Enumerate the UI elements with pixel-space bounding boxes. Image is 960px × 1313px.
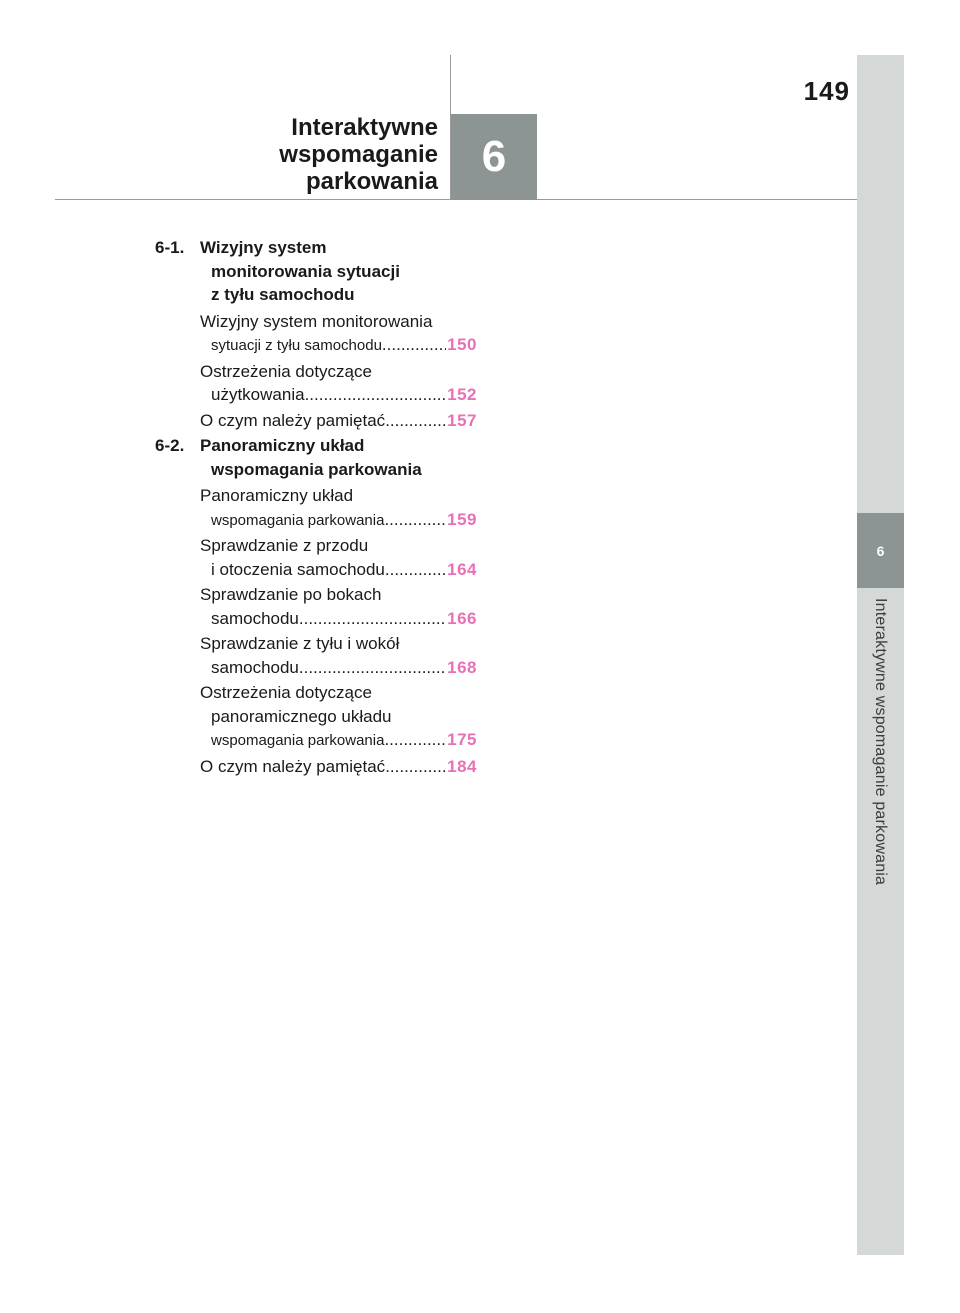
page-reference-link[interactable]: 164 bbox=[447, 559, 477, 579]
entry-last-line bbox=[200, 558, 477, 582]
chapter-title bbox=[279, 114, 438, 195]
section-title bbox=[200, 236, 477, 307]
page-reference-link[interactable]: 152 bbox=[447, 385, 477, 404]
dot-leader bbox=[385, 409, 446, 433]
toc-entry[interactable] bbox=[200, 484, 477, 532]
toc-entry[interactable] bbox=[200, 632, 477, 679]
toc-entry[interactable] bbox=[200, 310, 477, 358]
toc-entry[interactable] bbox=[200, 534, 477, 581]
page-reference-link[interactable]: 166 bbox=[447, 608, 477, 628]
dot-leader bbox=[299, 607, 446, 631]
toc-entry[interactable] bbox=[200, 583, 477, 630]
page-reference-link[interactable]: 184 bbox=[447, 756, 477, 776]
chapter-title-line: parkowania bbox=[305, 168, 438, 195]
toc-entry[interactable] bbox=[200, 360, 477, 407]
entry-text-line: samochodu bbox=[211, 657, 299, 677]
section-title bbox=[200, 434, 477, 481]
sidebar-chapter-label: Interaktywne wspomaganie parkowania bbox=[872, 598, 889, 886]
dot-leader bbox=[385, 558, 446, 582]
sidebar-chapter-tab[interactable]: 6 bbox=[857, 513, 904, 588]
entry-last-line bbox=[200, 409, 477, 433]
section-title-line: z tyłu samochodu bbox=[211, 285, 355, 304]
entry-text-line: Ostrzeżenia dotyczące bbox=[200, 361, 372, 381]
page-number: 149 bbox=[803, 76, 850, 106]
section-title-line: monitorowania sytuacji bbox=[211, 261, 400, 281]
entry-text-line: sytuacji z tyłu samochodu bbox=[211, 337, 382, 354]
chapter-number-box: 6 bbox=[451, 114, 537, 200]
dot-leader bbox=[384, 728, 446, 752]
toc-entry[interactable] bbox=[200, 681, 477, 753]
entry-text-line: wspomagania parkowania bbox=[211, 732, 385, 749]
dot-leader bbox=[299, 656, 446, 680]
section-title-line: Wizyjny system bbox=[200, 238, 327, 257]
dot-leader bbox=[384, 508, 446, 532]
toc-entry[interactable] bbox=[200, 409, 477, 433]
page-reference-link[interactable]: 168 bbox=[447, 657, 477, 677]
section-title-line: wspomagania parkowania bbox=[211, 459, 422, 479]
entry-last-line bbox=[200, 755, 477, 779]
toc-entry[interactable] bbox=[200, 755, 477, 779]
entry-text-line: Wizyjny system monitorowania bbox=[200, 311, 433, 331]
toc-section-heading[interactable] bbox=[155, 236, 477, 307]
entry-last-line bbox=[200, 508, 477, 533]
entry-last-line bbox=[200, 333, 477, 358]
entry-text-line: Sprawdzanie z tyłu i wokół bbox=[200, 634, 400, 653]
page-reference-link[interactable]: 150 bbox=[447, 335, 477, 354]
page-reference-link[interactable]: 159 bbox=[447, 509, 477, 529]
entry-last-line bbox=[200, 607, 477, 631]
entry-last-line bbox=[200, 656, 477, 680]
entry-text-line: użytkowania bbox=[211, 385, 305, 404]
entry-text-line: Sprawdzanie z przodu bbox=[200, 536, 369, 555]
chapter-title-line: wspomaganie bbox=[279, 141, 438, 168]
entry-text-line: panoramicznego układu bbox=[211, 706, 392, 726]
entry-text-line: Sprawdzanie po bokach bbox=[200, 585, 382, 604]
entry-text-line: samochodu bbox=[211, 608, 299, 628]
entry-last-line bbox=[200, 383, 477, 407]
entry-text-line: wspomagania parkowania bbox=[211, 511, 385, 529]
page-reference-link[interactable]: 175 bbox=[447, 730, 477, 749]
entry-text-line: Panoramiczny układ bbox=[200, 486, 354, 505]
section-title-line: Panoramiczny układ bbox=[200, 436, 365, 455]
table-of-contents bbox=[155, 236, 477, 780]
page-reference-link[interactable]: 157 bbox=[447, 410, 477, 430]
section-number: 6-1. bbox=[155, 238, 185, 257]
entry-last-line bbox=[200, 728, 477, 753]
toc-section-heading[interactable] bbox=[155, 434, 477, 481]
entry-text-line: Ostrzeżenia dotyczące bbox=[200, 683, 372, 702]
dot-leader bbox=[382, 333, 446, 357]
dot-leader bbox=[305, 383, 447, 407]
entry-text-line: O czym należy pamiętać bbox=[200, 756, 386, 776]
chapter-title-line: Interaktywne bbox=[291, 114, 438, 141]
section-number: 6-2. bbox=[155, 436, 185, 455]
entry-text-line: O czym należy pamiętać bbox=[200, 410, 386, 430]
dot-leader bbox=[385, 755, 446, 779]
entry-text-line: i otoczenia samochodu bbox=[211, 559, 385, 579]
